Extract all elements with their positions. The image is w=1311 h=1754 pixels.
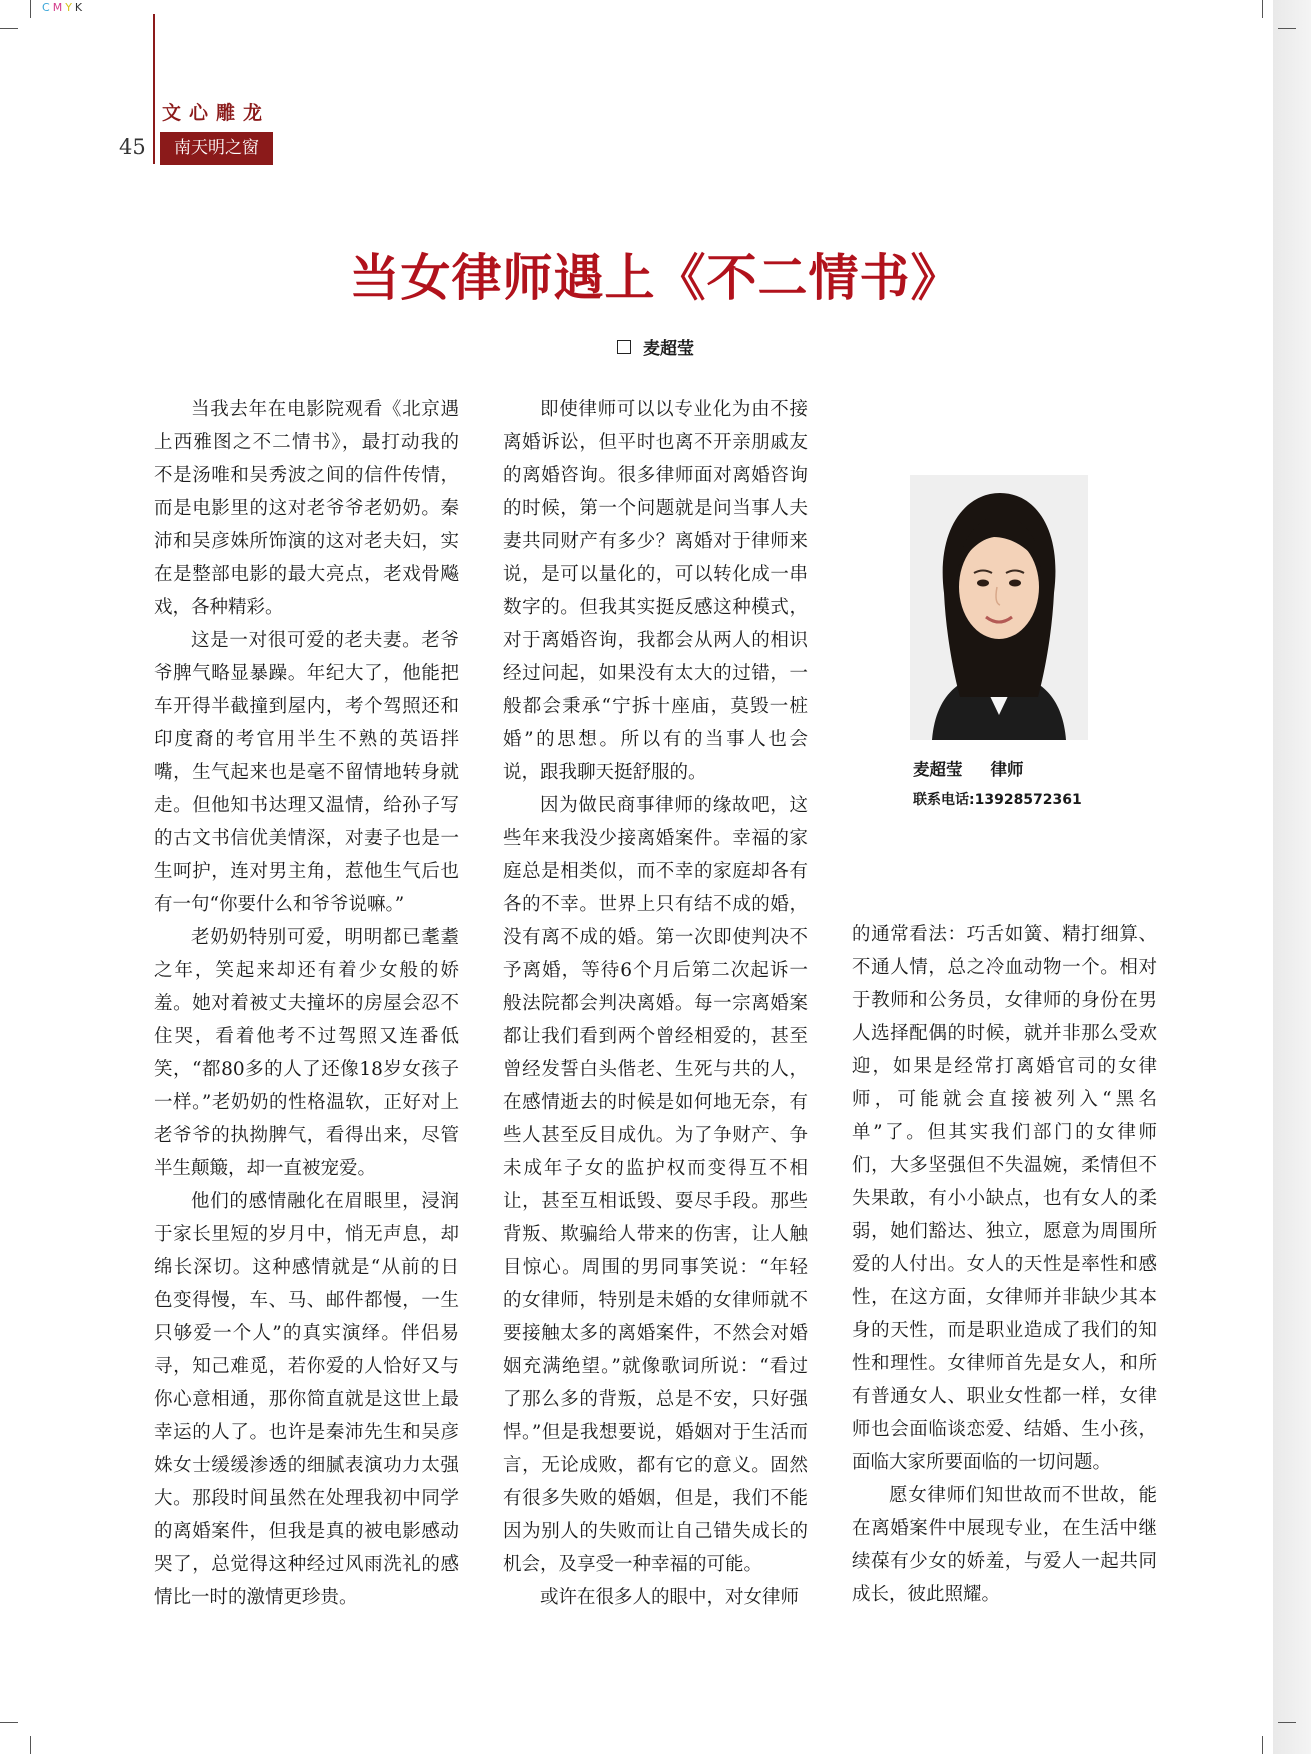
photo-caption-phone: 联系电话:13928572361	[913, 792, 1082, 808]
crop-mark	[1278, 28, 1296, 29]
photo-caption-name	[913, 756, 1024, 780]
portrait-illustration	[910, 475, 1088, 740]
crop-mark	[0, 28, 18, 29]
crop-mark	[30, 1736, 31, 1754]
body-column-2	[503, 393, 808, 1614]
byline-box-icon	[617, 340, 631, 354]
paragraph: 老奶奶特别可爱，明明都已耄耋之年，笑起来却还有着少女般的娇羞。她对着被丈夫撞坏的房屋会忍不住哭，看着他考不过驾照又连番低笑，“都80多的人了还像18岁女孩子一样。”老奶奶的性格温软，正好对上老爷爷的执拗脾气，看得出来，尽管半生颠簸，却一直被宠爱。	[154, 927, 459, 1179]
crop-mark	[1262, 1736, 1263, 1754]
paragraph: 他们的感情融化在眉眼里，浸润于家长里短的岁月中，悄无声息，却绵长深切。这种感情就是“从前的日色变得慢，车、马、邮件都慢，一生只够爱一个人”的真实演绎。伴侣易寻，知己难觅，若你爱的人恰好又与你心意相通，那你简直就是这世上最幸运的人了。也许是秦沛先生和吴彦姝女士缓缓渗透的细腻表演功力太强大。那段时间虽然在处理我初中同学的离婚案件，但我是真的被电影感动哭了，总觉得这种经过风雨洗礼的感情比一时的激情更珍贵。	[154, 1191, 459, 1608]
paragraph: 这是一对很可爱的老夫妻。老爷爷脾气略显暴躁。年纪大了，他能把车开得半截撞到屋内，考个驾照还和印度裔的考官用半生不熟的英语拌嘴，生气起来也是毫不留情地转身就走。但他知书达理又温情，给孙子写的古文书信优美情深，对妻子也是一生呵护，连对男主角，惹他生气后也有一句“你要什么和爷爷说嘛。”	[154, 630, 459, 915]
paragraph: 愿女律师们知世故而不世故，能在离婚案件中展现专业，在生活中继续葆有少女的娇羞，与爱人一起共同成长，彼此照耀。	[852, 1485, 1157, 1605]
header-red-rule	[153, 14, 155, 164]
crop-mark	[30, 0, 31, 18]
body-column-1	[154, 393, 459, 1614]
cmyk-registration-mark: CMYK	[42, 1, 86, 14]
paragraph: 因为做民商事律师的缘故吧，这些年来我没少接离婚案件。幸福的家庭总是相类似，而不幸的家庭却各有各的不幸。世界上只有结不成的婚，没有离不成的婚。第一次即使判决不予离婚，等待6个月后第二次起诉一般法院都会判决离婚。每一宗离婚案都让我们看到两个曾经相爱的，甚至曾经发誓白头偕老、生死与共的人，在感情逝去的时候是如何地无奈，有些人甚至反目成仇。为了争财产、争未成年子女的监护权而变得互不相让，甚至互相诋毁、耍尽手段。那些背叛、欺骗给人带来的伤害，让人触目惊心。周围的男同事笑说：“年轻的女律师，特别是未婚的女律师就不要接触太多的离婚案件，不然会对婚姻充满绝望。”就像歌词所说：“看过了那么多的背叛，总是不安，只好强悍。”但是我想要说，婚姻对于生活而言，无论成败，都有它的意义。固然有很多失败的婚姻，但是，我们不能因为别人的失败而让自己错失成长的机会，及享受一种幸福的可能。	[503, 795, 808, 1575]
caption-role: 律师	[990, 760, 1024, 779]
page-number: 45	[119, 135, 146, 159]
crop-mark	[1262, 0, 1263, 18]
crop-mark	[1278, 1722, 1296, 1723]
paragraph: 的通常看法：巧舌如簧、精打细算、不通人情，总之冷血动物一个。相对于教师和公务员，女律师的身份在男人选择配偶的时候，就并非那么受欢迎，如果是经常打离婚官司的女律师，可能就会直接被列入“黑名单”了。但其实我们部门的女律师们，大多坚强但不失温婉，柔情但不失果敢，有小小缺点，也有女人的柔弱，她们豁达、独立，愿意为周围所爱的人付出。女人的天性是率性和感性，在这方面，女律师并非缺少其本身的天性，而是职业造成了我们的知性和理性。女律师首先是女人，和所有普通女人、职业女性都一样，女律师也会面临谈恋爱、结婚、生小孩，面临大家所要面临的一切问题。	[852, 924, 1157, 1473]
article-title: 当女律师遇上《不二情书》	[349, 249, 962, 307]
caption-author: 麦超莹	[913, 760, 963, 779]
section-title: 文心雕龙	[162, 102, 271, 124]
author-name: 麦超莹	[643, 339, 694, 359]
column-tag: 南天明之窗	[160, 132, 273, 165]
author-photo	[910, 475, 1088, 740]
paragraph: 即使律师可以以专业化为由不接离婚诉讼，但平时也离不开亲朋戚友的离婚咨询。很多律师面对离婚咨询的时候，第一个问题就是问当事人夫妻共同财产有多少？离婚对于律师来说，是可以量化的，可以转化成一串数字的。但我其实挺反感这种模式，对于离婚咨询，我都会从两人的相识经过问起，如果没有太大的过错，一般都会秉承“宁拆十座庙，莫毁一桩婚”的思想。所以有的当事人也会说，跟我聊天挺舒服的。	[503, 399, 808, 783]
byline	[0, 334, 1311, 359]
body-column-3	[852, 918, 1157, 1611]
paragraph: 当我去年在电影院观看《北京遇上西雅图之不二情书》，最打动我的不是汤唯和吴秀波之间的信件传情，而是电影里的这对老爷爷老奶奶。秦沛和吴彦姝所饰演的这对老夫妇，实在是整部电影的最大亮点，老戏骨飚戏，各种精彩。	[154, 399, 459, 618]
paragraph: 或许在很多人的眼中，对女律师	[540, 1587, 800, 1608]
crop-mark	[0, 1722, 18, 1723]
